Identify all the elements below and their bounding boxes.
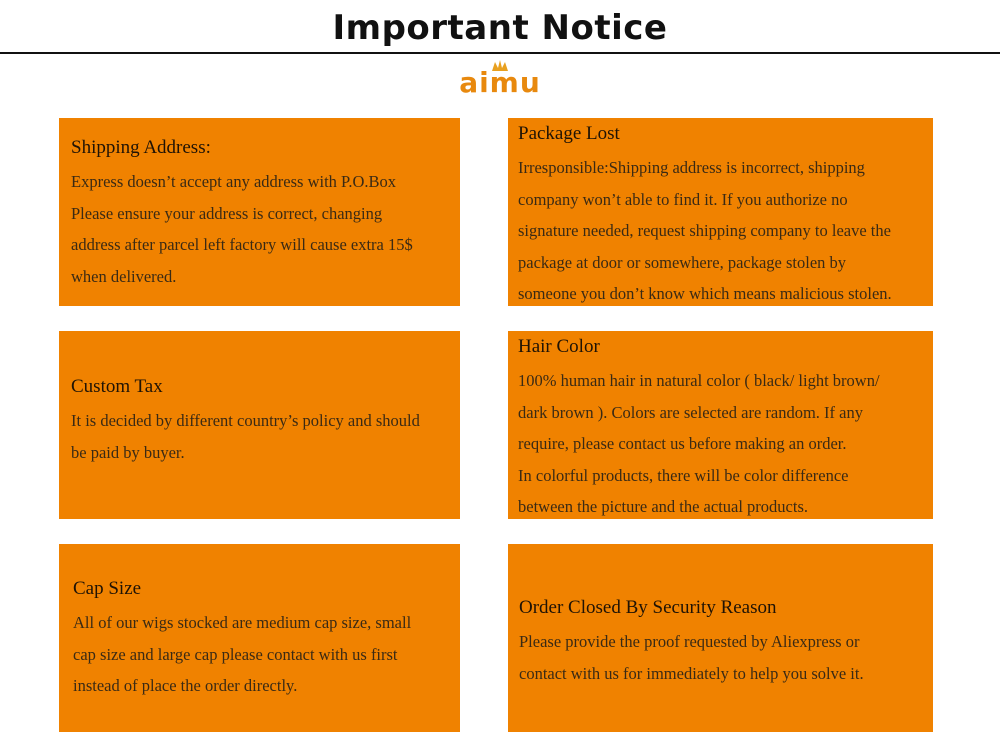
card-body bbox=[518, 365, 880, 523]
card-line: package at door or somewhere, package stolen by bbox=[518, 252, 847, 272]
shipping-address-card bbox=[59, 118, 460, 306]
card-line: Please provide the proof requested by Aliexpress or bbox=[519, 632, 860, 651]
card-heading: Order Closed By Security Reason bbox=[519, 597, 777, 618]
card-line: cap size and large cap please contact with us first bbox=[73, 644, 398, 664]
card-line: Please ensure your address is correct, changing bbox=[71, 203, 383, 223]
card-heading: Shipping Address: bbox=[71, 137, 211, 158]
card-line: address after parcel left factory will cause extra 15$ bbox=[71, 235, 413, 254]
card-line: instead of place the order directly. bbox=[73, 676, 298, 695]
package-lost-card bbox=[508, 118, 933, 306]
card-body bbox=[73, 607, 411, 702]
order-closed-card bbox=[508, 544, 933, 732]
card-line: Irresponsible:Shipping address is incorrect, shipping bbox=[518, 158, 865, 177]
card-line: someone you don’t know which means malicious stolen. bbox=[518, 284, 892, 303]
card-line: be paid by buyer. bbox=[71, 442, 185, 462]
card-line: contact with us for immediately to help you solve it. bbox=[519, 663, 864, 683]
card-line: dark brown ). Colors are selected are random. If any bbox=[518, 402, 863, 422]
hair-color-card bbox=[508, 331, 933, 519]
card-body bbox=[518, 152, 892, 310]
logo-text: aimu bbox=[459, 66, 541, 99]
brand-logo bbox=[440, 58, 560, 102]
card-line: between the picture and the actual products. bbox=[518, 497, 809, 516]
card-line: It is decided by different country’s policy and should bbox=[71, 411, 420, 430]
card-line: All of our wigs stocked are medium cap size, small bbox=[73, 613, 412, 632]
card-body bbox=[71, 166, 413, 292]
card-line: Express doesn’t accept any address with P.O.Box bbox=[71, 172, 397, 191]
card-heading: Hair Color bbox=[518, 336, 600, 357]
page-title: Important Notice bbox=[332, 8, 668, 48]
custom-tax-card bbox=[59, 331, 460, 519]
card-line: signature needed, request shipping company to leave the bbox=[518, 221, 891, 240]
title-divider bbox=[0, 52, 1000, 54]
card-heading: Package Lost bbox=[518, 123, 620, 144]
card-body bbox=[71, 405, 420, 468]
card-heading: Custom Tax bbox=[71, 376, 163, 397]
card-line: company won’t able to find it. If you authorize no bbox=[518, 189, 848, 209]
card-body bbox=[519, 626, 864, 689]
cap-size-card bbox=[59, 544, 460, 732]
card-line: 100% human hair in natural color ( black/ light brown/ bbox=[518, 371, 880, 390]
card-line: require, please contact us before making an order. bbox=[518, 434, 847, 453]
card-heading: Cap Size bbox=[73, 578, 142, 599]
card-line: when delivered. bbox=[71, 266, 177, 286]
card-line: In colorful products, there will be color difference bbox=[518, 465, 849, 485]
